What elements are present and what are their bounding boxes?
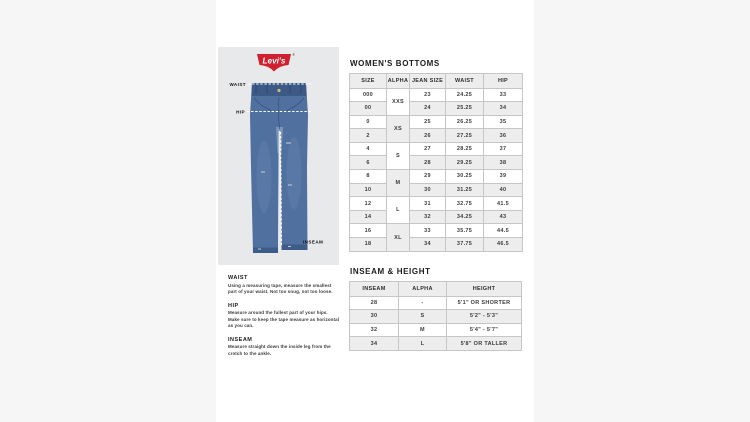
hip-guide-section — [228, 303, 340, 330]
size-cell: 8 — [350, 170, 387, 184]
column-header: JEAN SIZE — [410, 74, 446, 89]
left-leg-fade — [257, 141, 272, 213]
jean-size-cell: 23 — [410, 88, 446, 102]
jean-size-cell: 30 — [410, 183, 446, 197]
size-cell: 10 — [350, 183, 387, 197]
belt-loop — [255, 84, 257, 94]
jean-size-cell: 31 — [410, 197, 446, 211]
alpha-cell: S — [399, 310, 447, 324]
jeans-button — [277, 89, 280, 92]
jean-size-cell: 27 — [410, 142, 446, 156]
waist-cell: 30.25 — [446, 170, 484, 184]
height-cell: 5'4" - 5'7" — [447, 323, 522, 337]
jean-size-cell: 33 — [410, 224, 446, 238]
column-header: ALPHA — [387, 74, 410, 89]
size-row — [350, 210, 523, 224]
registered-mark-icon: ® — [292, 53, 295, 58]
height-cell: 5'1" OR SHORTER — [447, 296, 522, 310]
size-row — [350, 238, 523, 252]
waist-cell: 25.25 — [446, 102, 484, 116]
hip-cell: 34 — [484, 102, 523, 116]
jean-size-cell: 25 — [410, 115, 446, 129]
size-row — [350, 102, 523, 116]
hip-cell: 41.5 — [484, 197, 523, 211]
size-row — [350, 88, 523, 102]
jeans-diagram — [218, 47, 339, 265]
jean-size-cell: 29 — [410, 170, 446, 184]
inseam-height-table — [349, 281, 522, 351]
inseam-row — [350, 337, 522, 351]
alpha-cell: M — [387, 170, 410, 197]
size-row — [350, 115, 523, 129]
logo-text: Levi's — [262, 56, 286, 66]
waist-cell: 24.25 — [446, 88, 484, 102]
waist-cell: 37.75 — [446, 238, 484, 252]
column-header: ALPHA — [399, 282, 447, 297]
size-cell: 2 — [350, 129, 387, 143]
belt-loop — [266, 84, 268, 94]
size-row — [350, 183, 523, 197]
hip-cell: 36 — [484, 129, 523, 143]
inseam-guide-section — [228, 337, 340, 358]
size-cell: 000 — [350, 88, 387, 102]
hip-label: HIP — [236, 109, 245, 115]
waist-cell: 27.25 — [446, 129, 484, 143]
column-header: HIP — [484, 74, 523, 89]
height-cell: 5'2" - 5'3" — [447, 310, 522, 324]
inseam-row — [350, 310, 522, 324]
hip-cell: 43 — [484, 210, 523, 224]
inseam-cell: 32 — [350, 323, 399, 337]
measure-guide — [228, 275, 340, 365]
size-row — [350, 224, 523, 238]
belt-loop — [289, 84, 291, 94]
right-leg-fade — [287, 137, 302, 209]
inseam-guide-body: Measure straight down the inside leg from the crotch to the ankle. — [228, 344, 331, 357]
size-cell: 18 — [350, 238, 387, 252]
size-row — [350, 142, 523, 156]
inseam-row — [350, 323, 522, 337]
alpha-cell: XL — [387, 224, 410, 251]
alpha-cell: S — [387, 142, 410, 169]
alpha-cell: L — [387, 197, 410, 224]
alpha-cell: XXS — [387, 88, 410, 115]
alpha-cell: XS — [387, 115, 410, 142]
levis-logo — [257, 53, 295, 71]
inseam-guide-heading: INSEAM — [228, 336, 253, 343]
size-cell: 12 — [350, 197, 387, 211]
jeans-illustration — [250, 83, 308, 253]
height-cell: 5'8" OR TALLER — [447, 337, 522, 351]
alpha-cell: - — [399, 296, 447, 310]
column-header: SIZE — [350, 74, 387, 89]
column-header: INSEAM — [350, 282, 399, 297]
size-row — [350, 129, 523, 143]
hip-cell: 39 — [484, 170, 523, 184]
waist-guide-heading: WAIST — [228, 275, 248, 281]
jean-size-cell: 28 — [410, 156, 446, 170]
hip-cell: 44.5 — [484, 224, 523, 238]
waist-cell: 29.25 — [446, 156, 484, 170]
left-hem — [253, 248, 278, 254]
hip-cell: 37 — [484, 142, 523, 156]
waist-cell: 28.25 — [446, 142, 484, 156]
hip-cell: 46.5 — [484, 238, 523, 252]
alpha-cell: M — [399, 323, 447, 337]
inseam-cell: 30 — [350, 310, 399, 324]
column-header: HEIGHT — [447, 282, 522, 297]
inseam-label: INSEAM — [303, 239, 324, 245]
header-row — [350, 74, 523, 89]
waist-cell: 32.75 — [446, 197, 484, 211]
hip-cell: 33 — [484, 88, 523, 102]
inseam-cell: 28 — [350, 296, 399, 310]
bottoms-size-table — [349, 73, 523, 252]
jean-size-cell: 26 — [410, 129, 446, 143]
waist-guide-body: Using a measuring tape, measure the smallest part of your waist. Not too snug, not too loose. — [228, 282, 333, 295]
size-row — [350, 197, 523, 211]
hip-cell: 35 — [484, 115, 523, 129]
waist-label: WAIST — [229, 82, 246, 87]
inseam-cell: 34 — [350, 337, 399, 351]
jean-size-cell: 24 — [410, 102, 446, 116]
leg-gap — [279, 131, 280, 252]
size-cell: 6 — [350, 156, 387, 170]
size-cell: 16 — [350, 224, 387, 238]
inseam-table-title: INSEAM & HEIGHT — [350, 267, 431, 276]
right-hem — [282, 245, 308, 251]
bottoms-table-title: WOMEN'S BOTTOMS — [350, 59, 440, 68]
size-cell: 14 — [350, 210, 387, 224]
hip-cell: 38 — [484, 156, 523, 170]
jean-size-cell: 34 — [410, 238, 446, 252]
hip-guide-heading: HIP — [228, 302, 239, 309]
size-row — [350, 156, 523, 170]
column-header: WAIST — [446, 74, 484, 89]
waist-cell: 34.25 — [446, 210, 484, 224]
size-row — [350, 170, 523, 184]
alpha-cell: L — [399, 337, 447, 351]
header-row — [350, 282, 522, 297]
jeans-diagram-panel — [218, 47, 339, 265]
size-cell: 0 — [350, 115, 387, 129]
waist-cell: 31.25 — [446, 183, 484, 197]
hip-guide-body: Measure around the fullest part of your hips. Make sure to keep the tape measure as horizontal as you can. — [228, 310, 340, 329]
waist-cell: 35.75 — [446, 224, 484, 238]
inseam-row — [350, 296, 522, 310]
size-cell: 4 — [350, 142, 387, 156]
belt-loop — [300, 84, 302, 94]
hip-cell: 40 — [484, 183, 523, 197]
waist-cell: 26.25 — [446, 115, 484, 129]
waist-guide-section — [228, 275, 340, 296]
jean-size-cell: 32 — [410, 210, 446, 224]
size-cell: 00 — [350, 102, 387, 116]
